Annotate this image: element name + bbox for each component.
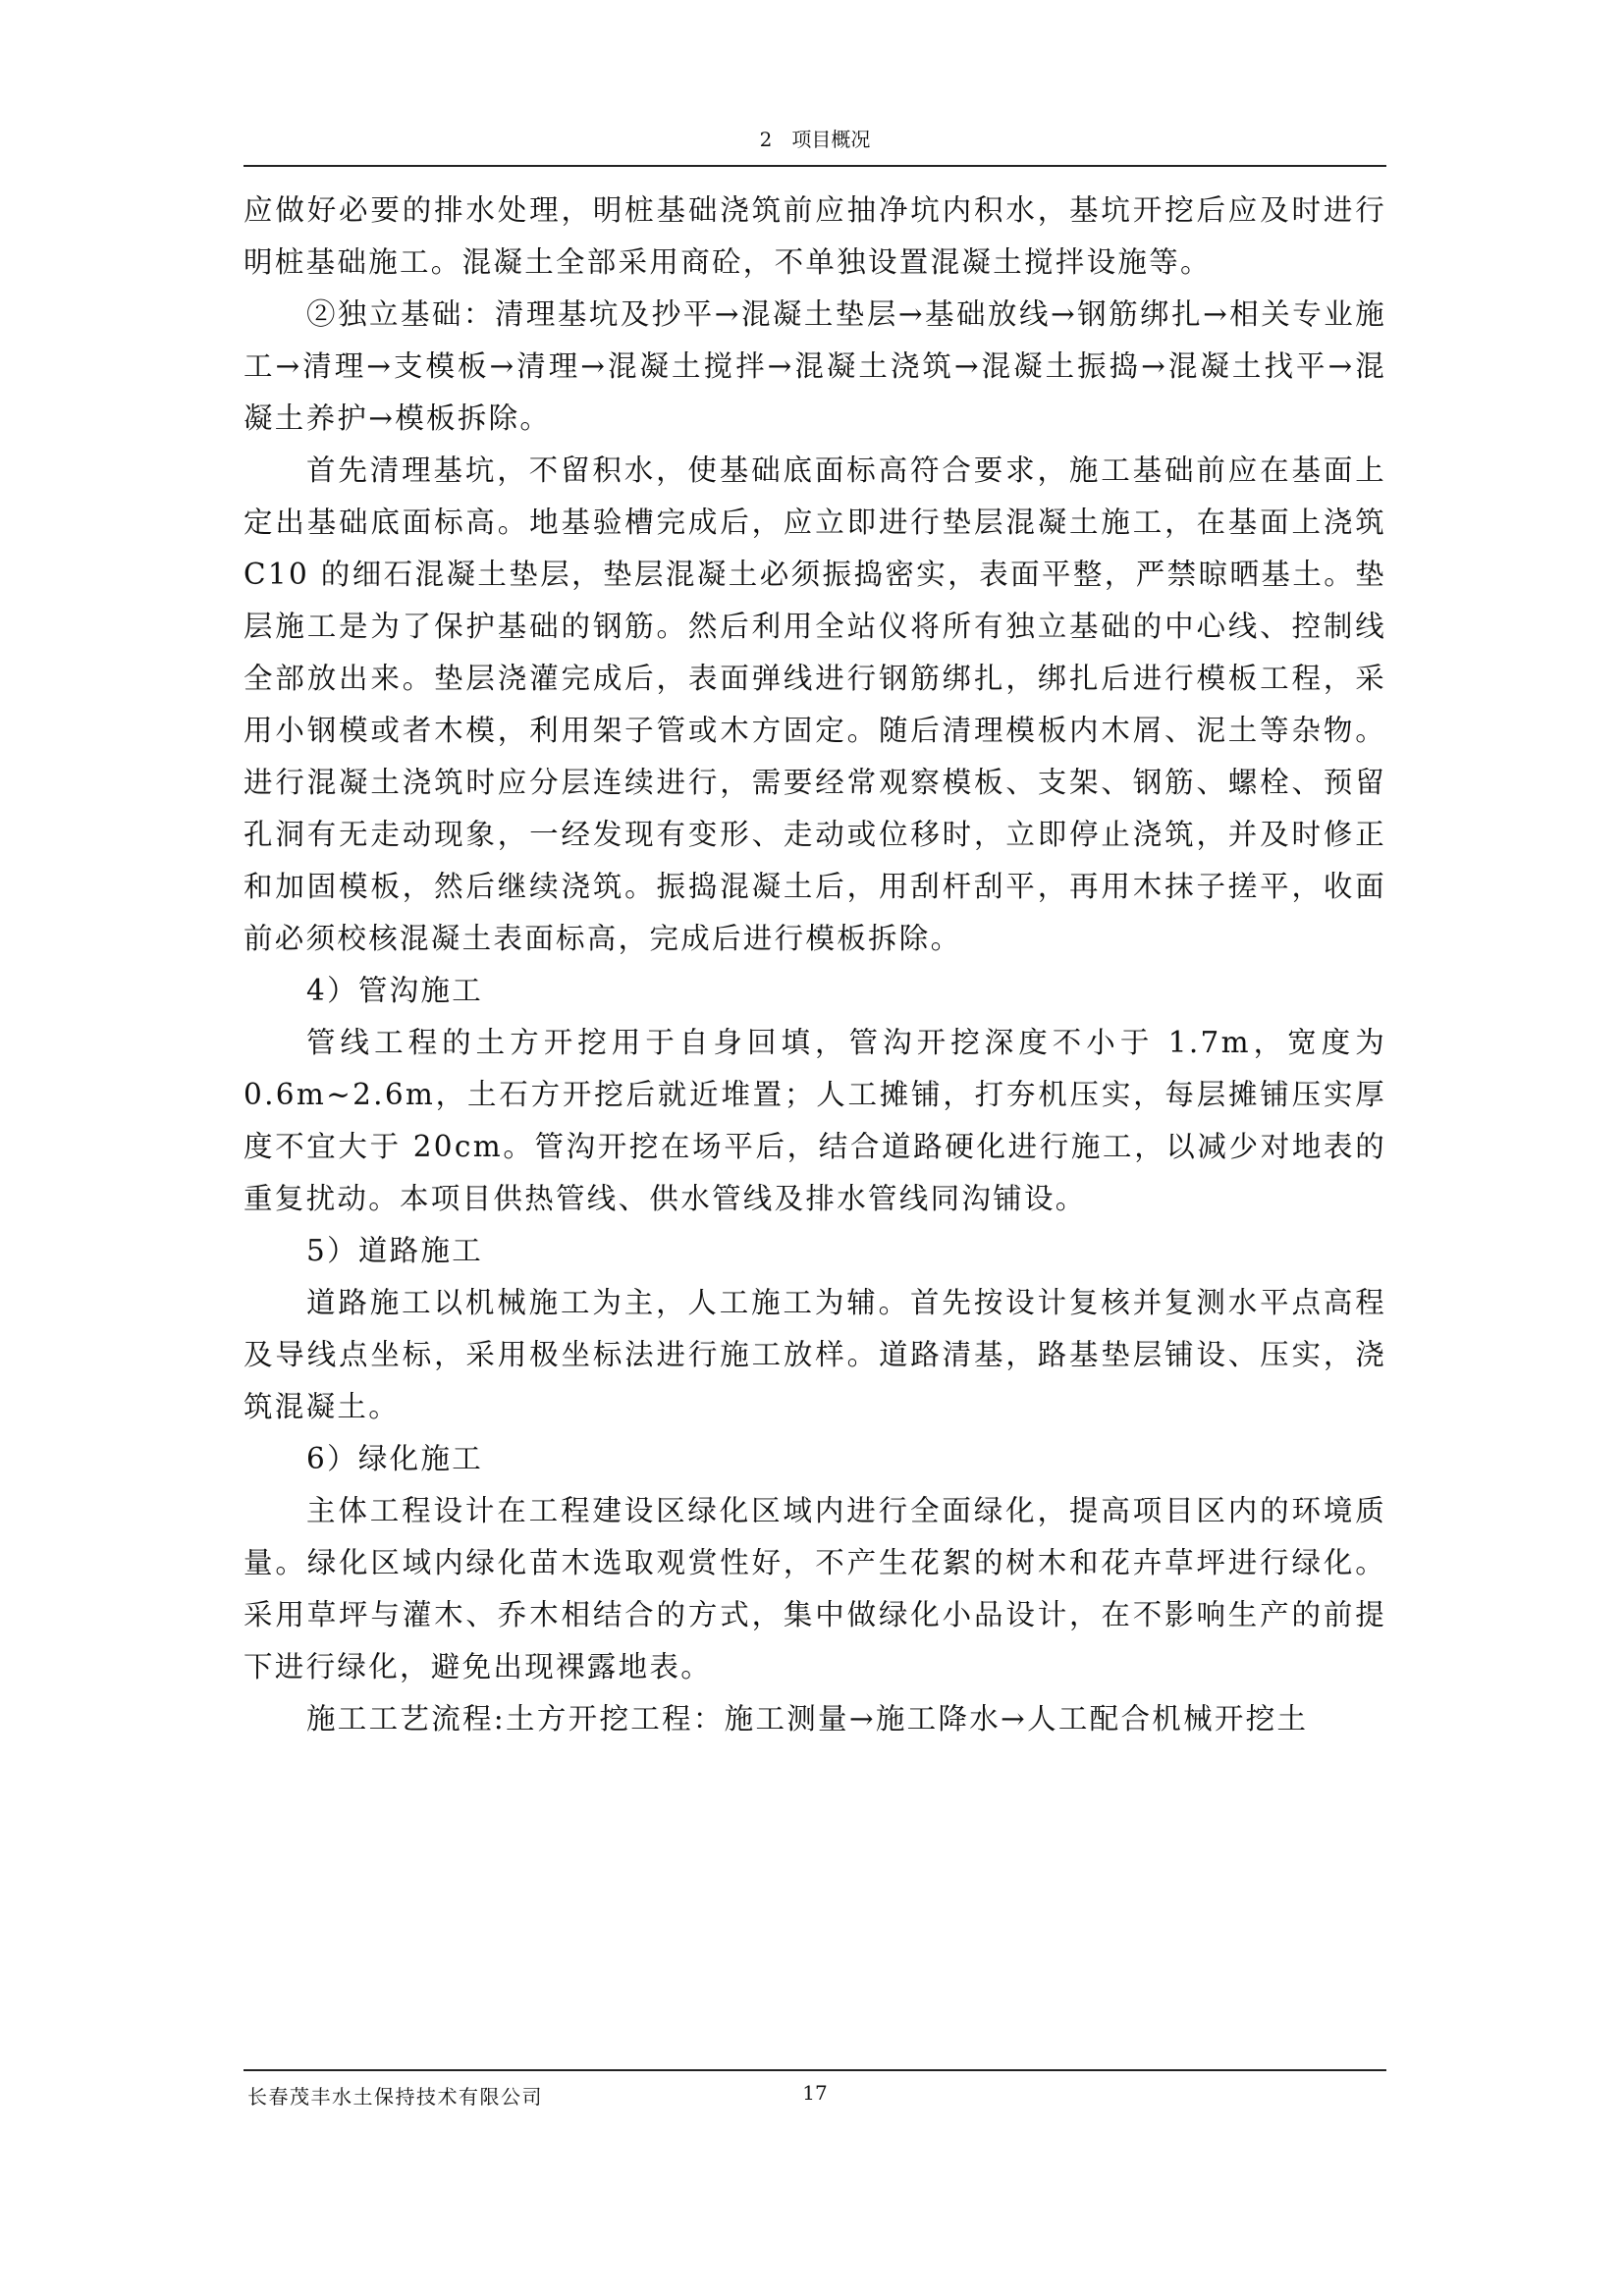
paragraph-process-flow: 施工工艺流程:土方开挖工程：施工测量→施工降水→人工配合机械开挖土 — [306, 1702, 1309, 1735]
paragraph-independent-foundation-process: ②独立基础：清理基坑及抄平→混凝土垫层→基础放线→钢筋绑扎→相关专业施工→清理→支模板→清理→混凝土搅拌→混凝土浇筑→混凝土振捣→混凝土找平→混凝土养护→模板拆除。 — [244, 297, 1386, 435]
paragraph-foundation-construction: 首先清理基坑，不留积水，使基础底面标高符合要求，施工基础前应在基面上定出基础底面标高。地基验槽完成后，应立即进行垫层混凝土施工，在基面上浇筑 C10 的细石混凝土垫层，垫层混凝土必须振捣密实，表面平整，严禁晾晒基土。垫层施工是为了保护基础的钢筋。然后利用全站仪将所有独立基础的中心线、控制线全部放出来。垫层浇灌完成后，表面弹线进行钢筋绑扎，绑扎后进行模板工程，采用小钢模或者木模，利用架子管或木方固定。随后清理模板内木屑、泥土等杂物。进行混凝土浇筑时应分层连续进行，需要经常观察模板、支架、钢筋、螺栓、预留孔洞有无走动现象，一经发现有变形、走动或位移时，立即停止浇筑，并及时修正和加固模板，然后继续浇筑。振捣混凝土后，用刮杆刮平，再用木抹子搓平，收面前必须校核混凝土表面标高，完成后进行模板拆除。 — [244, 454, 1386, 955]
paragraph-road-construction: 道路施工以机械施工为主，人工施工为辅。首先按设计复核并复测水平点高程及导线点坐标，采用极坐标法进行施工放样。道路清基，路基垫层铺设、压实，浇筑混凝土。 — [244, 1286, 1386, 1423]
page-header — [244, 116, 1386, 167]
heading-road-construction: 5）道路施工 — [306, 1234, 484, 1267]
document-body — [244, 185, 1386, 2050]
heading-pipe-trench: 4）管沟施工 — [306, 974, 484, 1007]
page-number: 17 — [802, 2081, 828, 2105]
paragraph-pipe-trench: 管线工程的土方开挖用于自身回填，管沟开挖深度不小于 1.7m，宽度为0.6m~2.6m，土石方开挖后就近堆置；人工摊铺，打夯机压实，每层摊铺压实厚度不宜大于 20cm。管沟开挖在场平后，结合道路硬化进行施工，以减少对地表的重复扰动。本项目供热管线、供水管线及排水管线同沟铺设。 — [244, 1026, 1386, 1215]
paragraph-drainage: 应做好必要的排水处理，明桩基础浇筑前应抽净坑内积水，基坑开挖后应及时进行明桩基础施工。混凝土全部采用商砼，不单独设置混凝土搅拌设施等。 — [244, 193, 1386, 279]
paragraph-greening: 主体工程设计在工程建设区绿化区域内进行全面绿化，提高项目区内的环境质量。绿化区域内绿化苗木选取观赏性好，不产生花絮的树木和花卉草坪进行绿化。采用草坪与灌木、乔木相结合的方式，集中做绿化小品设计，在不影响生产的前提下进行绿化，避免出现裸露地表。 — [244, 1494, 1386, 1683]
company-name: 长春茂丰水土保持技术有限公司 — [247, 2085, 543, 2109]
heading-greening: 6）绿化施工 — [306, 1442, 484, 1475]
page-footer — [244, 2069, 1386, 2110]
section-title: 2 项目概况 — [759, 128, 871, 151]
